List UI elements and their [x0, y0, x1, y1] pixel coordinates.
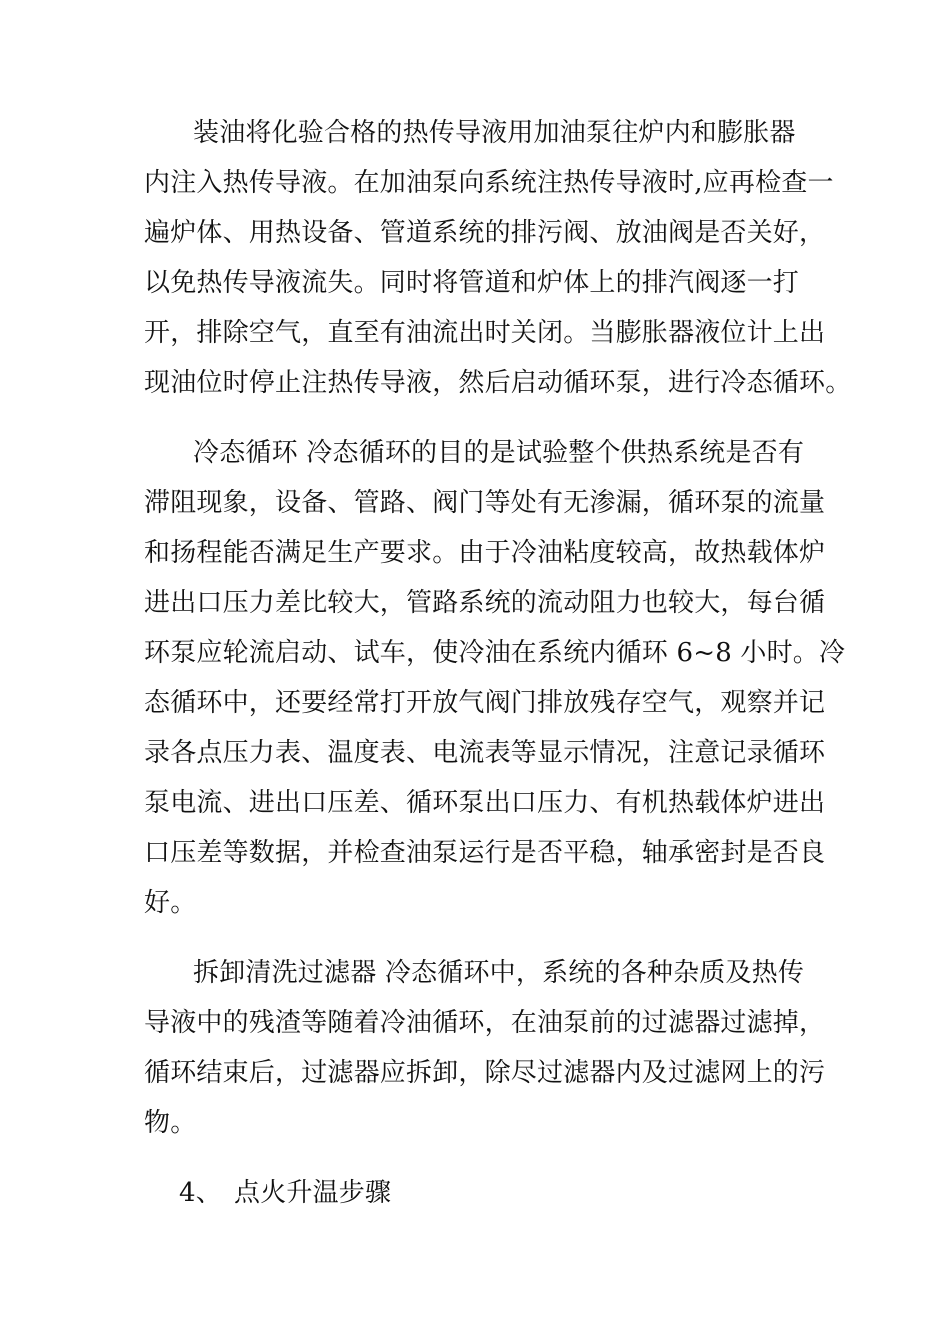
text-line: 冷态循环 冷态循环的目的是试验整个供热系统是否有: [193, 438, 805, 468]
heading-number: 4、: [179, 1178, 222, 1208]
text-line: 以免热传导液流失。同时将管道和炉体上的排汽阀逐一打: [144, 268, 800, 298]
text-line: 好。: [144, 888, 197, 918]
text-line: 现油位时停止注热传导液，然后启动循环泵，进行冷态循环。: [144, 368, 852, 398]
text-line: 循环结束后，过滤器应拆卸，除尽过滤器内及过滤网上的污: [144, 1058, 826, 1088]
text-line: 滞阻现象，设备、管路、阀门等处有无渗漏，循环泵的流量: [144, 488, 826, 518]
text-line: 环泵应轮流启动、试车，使冷油在系统内循环 6~8 小时。冷: [144, 638, 846, 668]
text-line: 进出口压力差比较大，管路系统的流动阻力也较大，每台循: [144, 588, 826, 618]
text-line: 导液中的残渣等随着冷油循环，在油泵前的过滤器过滤掉，: [144, 1008, 826, 1038]
text-line: 泵电流、进出口压差、循环泵出口压力、有机热载体炉进出: [144, 788, 826, 818]
text-line: 遍炉体、用热设备、管道系统的排污阀、放油阀是否关好，: [144, 218, 826, 248]
text-line: 录各点压力表、温度表、电流表等显示情况，注意记录循环: [144, 738, 826, 768]
text-line: 拆卸清洗过滤器 冷态循环中，系统的各种杂质及热传: [193, 958, 805, 988]
text-line: 口压差等数据，并检查油泵运行是否平稳，轴承密封是否良: [144, 838, 826, 868]
heading-title: 点火升温步骤: [234, 1178, 392, 1208]
text-line: 开，排除空气，直至有油流出时关闭。当膨胀器液位计上出: [144, 318, 826, 348]
text-line: 物。: [144, 1108, 197, 1138]
text-line: 和扬程能否满足生产要求。由于冷油粘度较高，故热载体炉: [144, 538, 826, 568]
text-line: 内注入热传导液。在加油泵向系统注热传导液时,应再检查一: [144, 168, 834, 198]
text-line: 态循环中，还要经常打开放气阀门排放残存空气，观察并记: [144, 688, 826, 718]
text-line: 装油将化验合格的热传导液用加油泵往炉内和膨胀器: [193, 118, 796, 148]
